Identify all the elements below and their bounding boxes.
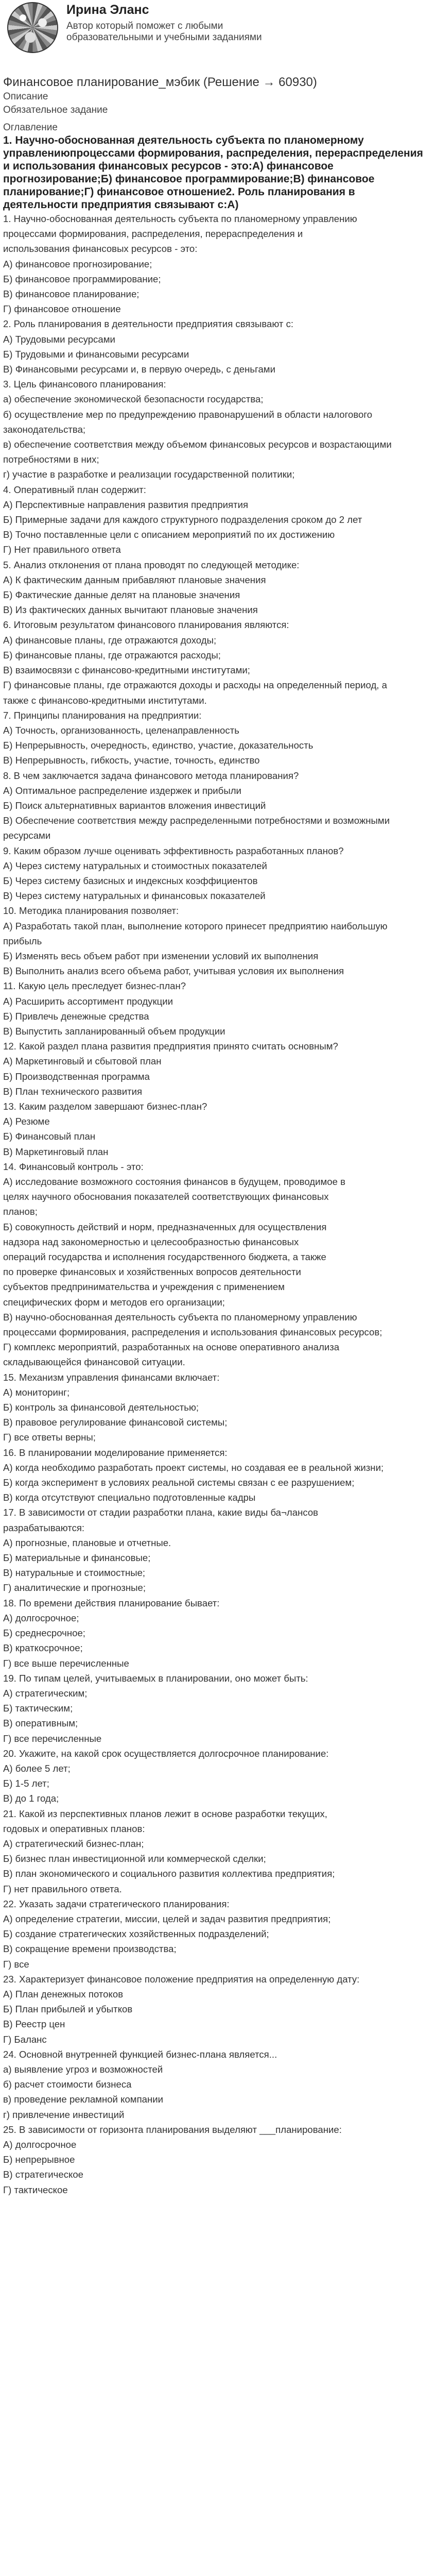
document-title: Финансовое планирование_мэбик (Решение → 60930) [3,75,317,89]
text-line: Б) 1-5 лет; [3,1778,49,1789]
text-line: 19. По типам целей, учитываемых в планировании, оно может быть: [3,1672,308,1684]
text-line: 20. Укажите, на какой срок осуществляется долгосрочное планирование: [3,1748,329,1759]
author-avatar[interactable] [7,2,58,53]
text-line: Б) Фактические данные делят на плановые значения [3,589,240,601]
text-line: потребностями в них; [3,454,99,465]
text-line: 5. Анализ отклонения от плана проводят по следующей методике: [3,559,300,570]
text-line: А) стратегическим; [3,1687,88,1699]
text-line: Г) комплекс мероприятий, разработанных на основе оперативного анализа [3,1342,340,1353]
text-line: А) исследование возможного состояния финансов в будущем, проводимое в [3,1176,346,1187]
text-line: А) стратегический бизнес-план; [3,1838,144,1849]
text-line: А) долгосрочное; [3,1612,79,1623]
text-line: Б) Примерные задачи для каждого структурного подразделения сроком до 2 лет [3,514,362,526]
text-line: В) взаимосвязи с финансово-кредитными институтами; [3,665,250,676]
text-line: 23. Характеризует финансовое положение предприятия на определенную дату: [3,1973,360,1985]
text-line: использования финансовых ресурсов - это: [3,243,198,255]
text-line: а) выявление угроз и возможностей [3,2063,163,2075]
text-line: В) Финансовыми ресурсами и, в первую очередь, с деньгами [3,364,275,375]
text-line: В) финансовое планирование; [3,289,139,300]
text-line: в) проведение рекламной компании [3,2094,164,2105]
text-line: В) сокращение времени производства; [3,1943,177,1955]
text-line: А) финансовые планы, где отражаются доходы; [3,634,217,646]
text-line: Г) все ответы верны; [3,1432,96,1443]
text-line: Б) Трудовыми и финансовыми ресурсами [3,348,189,360]
text-line: А) К фактическим данным прибавляют плановые значения [3,574,266,585]
text-line: 11. Какую цель преследует бизнес-план? [3,980,186,992]
text-line: 25. В зависимости от горизонта планирования выделяют ___планирование: [3,2124,342,2135]
text-line: В) правовое регулирование финансовой системы; [3,1417,228,1428]
text-line: В) Выполнить анализ всего объема работ, учитывая условия их выполнения [3,965,344,977]
text-line: в) обеспечение соответствия между объемом финансовых ресурсов и возрастающими [3,439,392,450]
text-line: операций государства и исполнения государственного бюджета, а также [3,1251,326,1263]
text-line: надзора над закономерностью и целесообразностью финансовых [3,1236,299,1247]
text-line: А) Трудовыми ресурсами [3,333,115,345]
author-info [66,0,293,43]
text-line: Б) финансовые планы, где отражаются расходы; [3,649,221,660]
text-line: В) натуральные и стоимостные; [3,1567,146,1579]
text-line: б) расчет стоимости бизнеса [3,2079,132,2090]
text-line: Б) контроль за финансовой деятельностью; [3,1402,199,1413]
text-line: Б) Финансовый план [3,1131,96,1142]
text-line: Б) совокупность действий и норм, предназначенных для осуществления [3,1221,327,1232]
text-line: В) Через систему натуральных и финансовых показателей [3,890,266,902]
text-line: г) участие в разработке и реализации государственной политики; [3,469,295,480]
text-line: А) Через систему натуральных и стоимостных показателей [3,860,267,871]
text-line: а) обеспечение экономической безопасности государства; [3,394,264,405]
text-line: процессами формирования, распределения и использования финансовых ресурсов; [3,1327,382,1338]
text-line: Г) финансовые планы, где отражаются доходы и расходы на определенный период, а [3,680,387,691]
text-line: 16. В планировании моделирование применяется: [3,1447,228,1458]
text-line: В) Непрерывность, гибкость, участие, точность, единство [3,755,260,766]
text-line: Б) Через систему базисных и индексных коэффициентов [3,875,258,886]
text-line: В) Реестр цен [3,2019,65,2030]
text-line: В) план экономического и социального развития коллектива предприятия; [3,1868,335,1879]
text-line: А) Разработать такой план, выполнение которого принесет предприятию наибольшую [3,920,388,931]
text-line: А) Расширить ассортимент продукции [3,995,173,1007]
text-line: целях научного обоснования показателей соответствующих финансовых [3,1191,329,1202]
text-line: прибыль [3,935,42,946]
text-line: 4. Оперативный план содержит: [3,484,146,495]
text-line: Б) непрерывное [3,2154,75,2165]
text-line: г) привлечение инвестиций [3,2109,125,2120]
text-line: планов; [3,1206,38,1217]
text-line: складывающейся финансовой ситуации. [3,1357,185,1368]
text-line: по проверке финансовых и хозяйственных вопросов деятельности [3,1266,301,1278]
text-line: 24. Основной внутренней функцией бизнес-плана является... [3,2048,277,2060]
text-line: 10. Методика планирования позволяет: [3,905,179,917]
text-line: Б) План прибылей и убытков [3,2004,133,2015]
text-line: Б) создание стратегических хозяйственных подразделений; [3,1928,269,1940]
text-line: В) Точно поставленные цели с описанием мероприятий по их достижению [3,529,335,540]
text-line: В) Из фактических данных вычитают плановые значения [3,604,258,616]
text-line: 7. Принципы планирования на предприятии: [3,709,202,721]
text-line: Б) Изменять весь объем работ при изменении условий их выполнения [3,950,319,961]
text-line: Г) аналитические и прогнозные; [3,1582,146,1594]
text-line: А) когда необходимо разработать проект системы, но создавая ее в реальной жизни; [3,1462,384,1473]
text-line: б) осуществление мер по предупреждению правонарушений в области налогового [3,409,373,420]
text-line: Б) материальные и финансовые; [3,1552,151,1564]
text-line: А) Оптимальное распределение издержек и прибыли [3,785,241,796]
text-line: В) Обеспечение соответствия между распределенными потребностями и возможными [3,815,390,826]
toc-label: Оглавление [3,122,58,133]
author-header [3,0,436,56]
text-line: А) определение стратегии, миссии, целей и задач развития предприятия; [3,1913,331,1924]
text-line: Б) финансовое программирование; [3,273,161,284]
text-line: Г) Нет правильного ответа [3,544,121,555]
text-line: 6. Итоговым результатом финансового планирования являются: [3,619,289,631]
text-line: В) стратегическое [3,2169,84,2180]
text-line: 3. Цель финансового планирования: [3,379,166,390]
text-line: В) оперативным; [3,1718,78,1729]
text-line: Б) когда эксперимент в условиях реальной системы связан с ее разрушением; [3,1477,355,1488]
mandatory-task-label: Обязательное задание [3,105,108,115]
text-line: А) мониторинг; [3,1386,70,1398]
text-line: Б) тактическим; [3,1703,73,1714]
text-line: А) План денежных потоков [3,1988,124,1999]
text-line: 8. В чем заключается задача финансового метода планирования? [3,770,299,781]
author-name[interactable]: Ирина Эланс [66,3,149,17]
text-line: Б) бизнес план инвестиционной или коммерческой сделки; [3,1853,266,1865]
author-description: Автор который поможет с любыми образовательными и учебными заданиями [66,21,262,43]
text-line: 9. Каким образом лучше оценивать эффективность разработанных планов? [3,845,344,856]
text-line: В) краткосрочное; [3,1642,83,1654]
text-line: специфических форм и методов его организации; [3,1296,225,1308]
text-line: Г) нет правильного ответа. [3,1883,122,1894]
text-line: Г) все [3,1958,29,1970]
text-line: 13. Каким разделом завершают бизнес-план? [3,1100,207,1112]
text-line: Г) финансовое отношение [3,303,121,315]
text-line: А) Перспективные направления развития предприятия [3,499,249,510]
text-line: А) прогнозные, плановые и отчетные. [3,1537,171,1548]
toc-heading: 1. Научно-обоснованная деятельность субъекта по планомерному управлениюпроцессами формирования, распределения, перераспределения и использования финансовых ресурсов - это:А) финансовое прогнозирование;Б) финансовое программирование;В) финансовое планирование;Г) финансовое отношение2. Роль планирования в деятельности предприятия связывают с:А) [3,134,423,211]
text-line: А) финансовое прогнозирование; [3,258,152,269]
text-line: Г) тактическое [3,2184,68,2195]
text-line: Г) все перечисленные [3,1733,102,1744]
text-line: В) когда отсутствуют специально подготовленные кадры [3,1492,256,1503]
text-line: 15. Механизм управления финансами включает: [3,1371,220,1383]
text-line: процессами формирования, распределения, перераспределения и [3,228,303,240]
text-line: субъектов предпринимательства и учреждения с применением [3,1281,285,1293]
text-line: 1. Научно-обоснованная деятельность субъекта по планомерному управлению [3,213,357,224]
text-line: Б) Поиск альтернативных вариантов вложения инвестиций [3,800,266,811]
text-line: 12. Какой раздел плана развития предприятия принято считать основным? [3,1041,338,1052]
text-line: ресурсами [3,830,51,841]
text-line: Г) все выше перечисленные [3,1657,129,1669]
text-line: В) Маркетинговый план [3,1146,109,1157]
text-line: А) Маркетинговый и сбытовой план [3,1056,162,1067]
text-line: 18. По времени действия планирование бывает: [3,1597,220,1608]
text-line: также с финансово-кредитными институтами. [3,694,207,706]
question-list [3,211,436,2197]
text-line: В) Выпустить запланированный объем продукции [3,1025,225,1037]
text-line: Б) Привлечь денежные средства [3,1010,149,1022]
text-line: 21. Какой из перспективных планов лежит в основе разработки текущих, [3,1808,327,1819]
text-line: разрабатываются: [3,1522,85,1533]
text-line: 2. Роль планирования в деятельности предприятия связывают с: [3,318,294,330]
text-line: А) Резюме [3,1116,50,1127]
text-line: В) План технического развития [3,1086,143,1097]
text-line: А) Точность, организованность, целенаправленность [3,724,239,736]
text-line: 14. Финансовый контроль - это: [3,1161,144,1172]
text-line: В) научно-обоснованная деятельность субъекта по планомерному управлению [3,1311,357,1323]
text-line: В) до 1 года; [3,1793,59,1804]
text-line: Б) Производственная программа [3,1071,150,1082]
text-line: законодательства; [3,423,86,435]
description-label: Описание [3,91,48,102]
text-line: 17. В зависимости от стадии разработки плана, какие виды ба¬лансов [3,1507,319,1518]
text-line: 22. Указать задачи стратегического планирования: [3,1898,230,1909]
text-line: Г) Баланс [3,2033,47,2045]
text-line: А) долгосрочное [3,2139,77,2150]
text-line: годовых и оперативных планов: [3,1823,145,1834]
text-line: Б) среднесрочное; [3,1628,85,1639]
text-line: А) более 5 лет; [3,1762,71,1774]
text-line: Б) Непрерывность, очередность, единство, участие, доказательность [3,740,313,751]
